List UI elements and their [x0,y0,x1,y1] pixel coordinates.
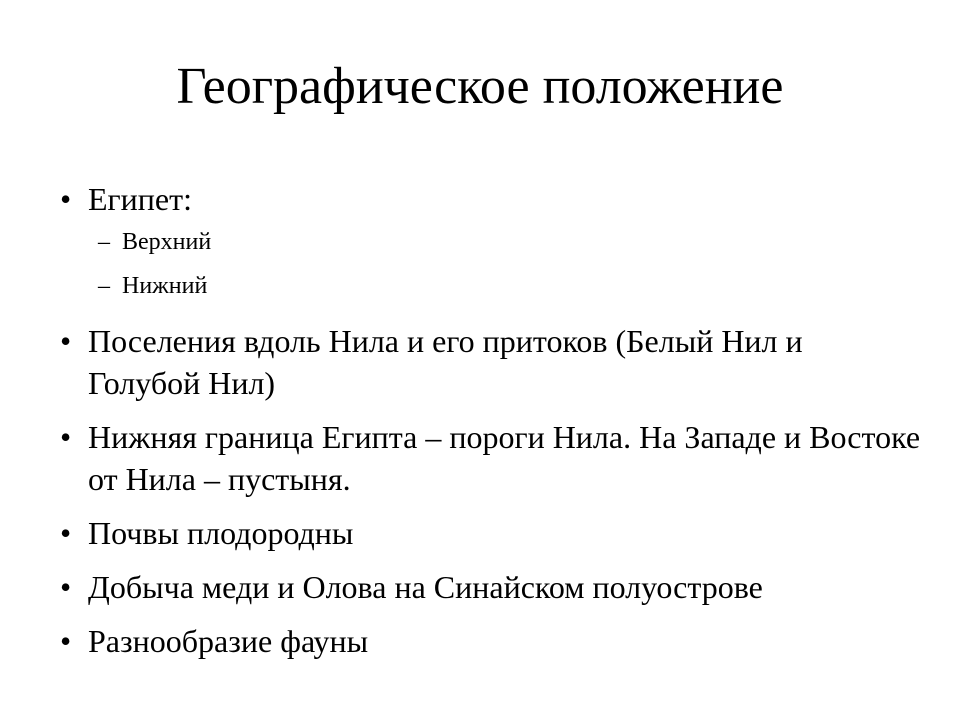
dash-marker: – [98,273,110,299]
bullet-item-egypt [60,178,920,220]
bullet-text: Египет: [88,181,192,217]
bullet-text: Поселения вдоль Нила и его притоков (Белый Нил и Голубой Нил) [88,323,803,401]
bullet-marker: • [60,569,72,605]
bullet-text: Почвы плодородны [88,515,354,551]
bullet-list [60,178,920,662]
bullet-marker: • [60,323,72,359]
bullet-marker: • [60,181,72,217]
bullet-text: Разнообразие фауны [88,623,369,659]
sub-item-lower [60,264,920,308]
bullet-marker: • [60,623,72,659]
dash-marker: – [98,229,110,255]
bullet-text: Добыча меди и Олова на Синайском полуострове [88,569,763,605]
bullet-item-soils [60,512,920,554]
sub-item-text: Верхний [122,229,212,255]
bullet-item-settlements [60,320,920,404]
bullet-marker: • [60,515,72,551]
slide-title: Географическое положение [176,58,784,115]
bullet-text: Нижняя граница Египта – пороги Нила. На Западе и Востоке от Нила – пустыня. [88,419,921,497]
sub-item-upper [60,220,920,264]
bullet-item-mining [60,566,920,608]
bullet-item-fauna [60,620,920,662]
sub-item-text: Нижний [122,273,208,299]
bullet-marker: • [60,419,72,455]
bullet-item-border [60,416,920,500]
